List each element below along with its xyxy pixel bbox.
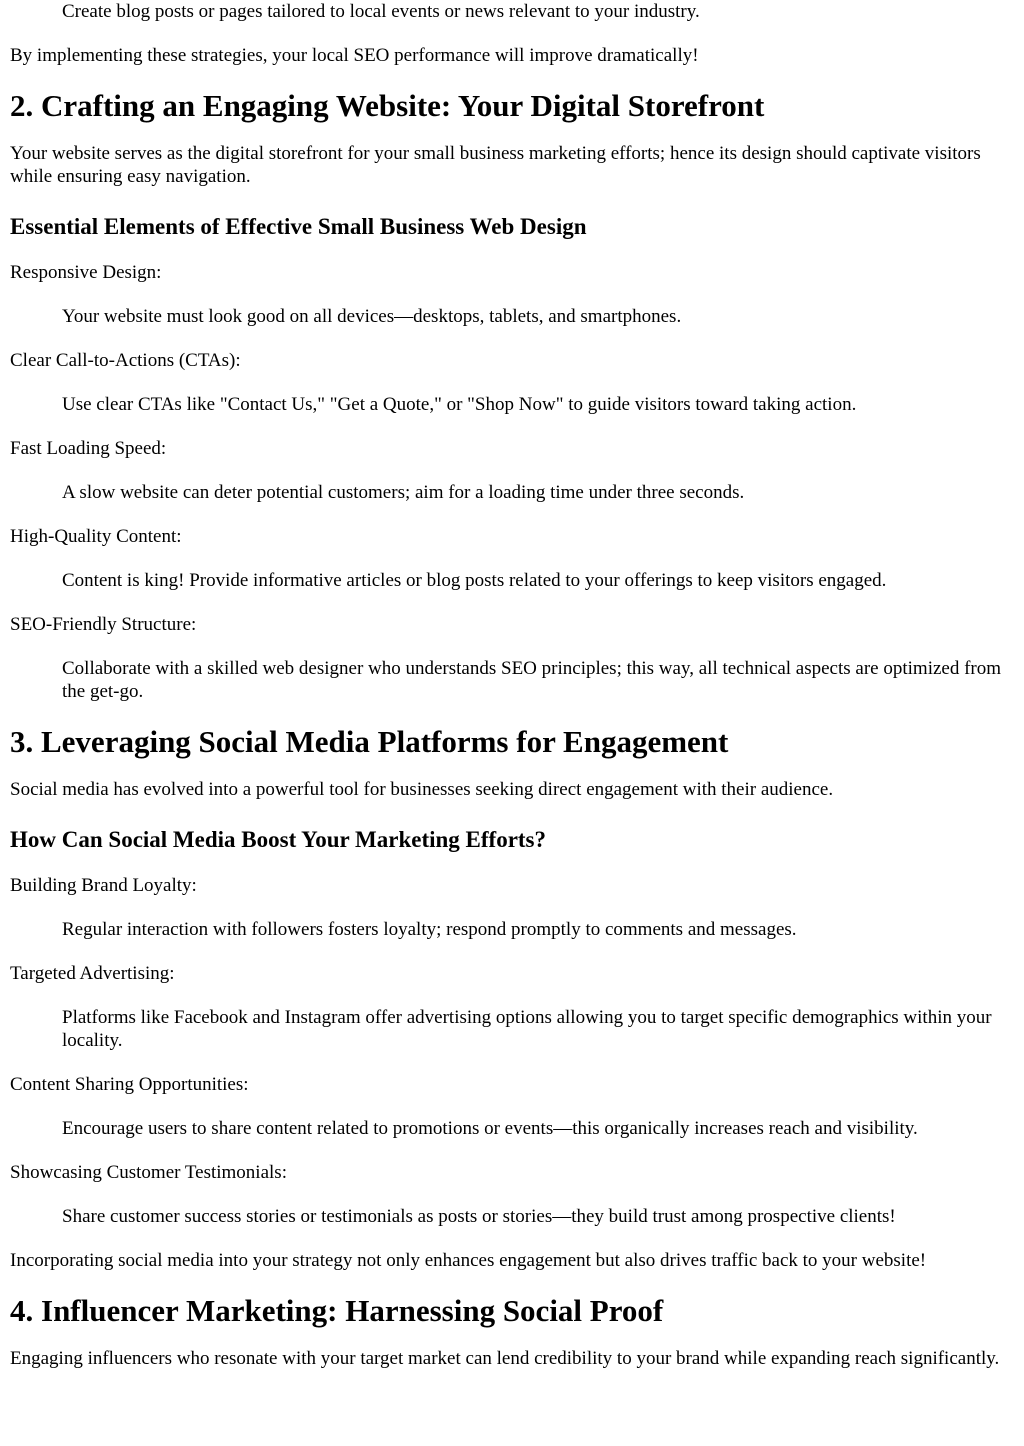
list-item-term: Targeted Advertising: — [10, 963, 175, 984]
paragraph: Social media has evolved into a powerful tool for businesses seeking direct engagement with their audience. — [10, 779, 834, 800]
paragraph: Your website serves as the digital storefront for your small business marketing efforts; hence its design should captivate visitors while ensuring easy navigation. — [10, 143, 981, 187]
section-heading: 4. Influencer Marketing: Harnessing Social Proof — [10, 1293, 664, 1328]
subsection-heading: Essential Elements of Effective Small Business Web Design — [10, 214, 587, 239]
paragraph: By implementing these strategies, your local SEO performance will improve dramatically! — [10, 45, 699, 66]
list-item-description: Encourage users to share content related to promotions or events—this organically increases reach and visibility. — [62, 1118, 918, 1139]
list-item-term: Clear Call-to-Actions (CTAs): — [10, 350, 241, 371]
subsection-heading: How Can Social Media Boost Your Marketing Efforts? — [10, 827, 547, 852]
list-item-description: Your website must look good on all devices—desktops, tablets, and smartphones. — [62, 306, 682, 327]
list-item-description: Create blog posts or pages tailored to local events or news relevant to your industry. — [62, 1, 700, 22]
list-item-description: Use clear CTAs like "Contact Us," "Get a Quote," or "Shop Now" to guide visitors toward taking action. — [62, 394, 857, 415]
section-heading: 3. Leveraging Social Media Platforms for Engagement — [10, 724, 729, 759]
list-item-term: Fast Loading Speed: — [10, 438, 167, 459]
list-item-term: Showcasing Customer Testimonials: — [10, 1162, 287, 1183]
paragraph: Engaging influencers who resonate with your target market can lend credibility to your brand while expanding reach significantly. — [10, 1348, 1000, 1369]
list-item-term: Responsive Design: — [10, 262, 162, 283]
list-item-description: Regular interaction with followers fosters loyalty; respond promptly to comments and messages. — [62, 919, 797, 940]
list-item-term: SEO-Friendly Structure: — [10, 614, 197, 635]
list-item-term: Building Brand Loyalty: — [10, 875, 197, 896]
list-item-term: Content Sharing Opportunities: — [10, 1074, 249, 1095]
list-item-description: Collaborate with a skilled web designer who understands SEO principles; this way, all technical aspects are optimized from the get-go. — [62, 658, 1002, 702]
list-item-term: High-Quality Content: — [10, 526, 182, 547]
section-heading: 2. Crafting an Engaging Website: Your Digital Storefront — [10, 88, 765, 123]
list-item-description: Share customer success stories or testimonials as posts or stories—they build trust among prospective clients! — [62, 1206, 896, 1227]
list-item-description: Platforms like Facebook and Instagram offer advertising options allowing you to target specific demographics within your locality. — [62, 1007, 992, 1051]
list-item-description: Content is king! Provide informative articles or blog posts related to your offerings to keep visitors engaged. — [62, 570, 887, 591]
list-item-description: A slow website can deter potential customers; aim for a loading time under three seconds. — [62, 482, 745, 503]
paragraph: Incorporating social media into your strategy not only enhances engagement but also drives traffic back to your website! — [10, 1250, 927, 1271]
